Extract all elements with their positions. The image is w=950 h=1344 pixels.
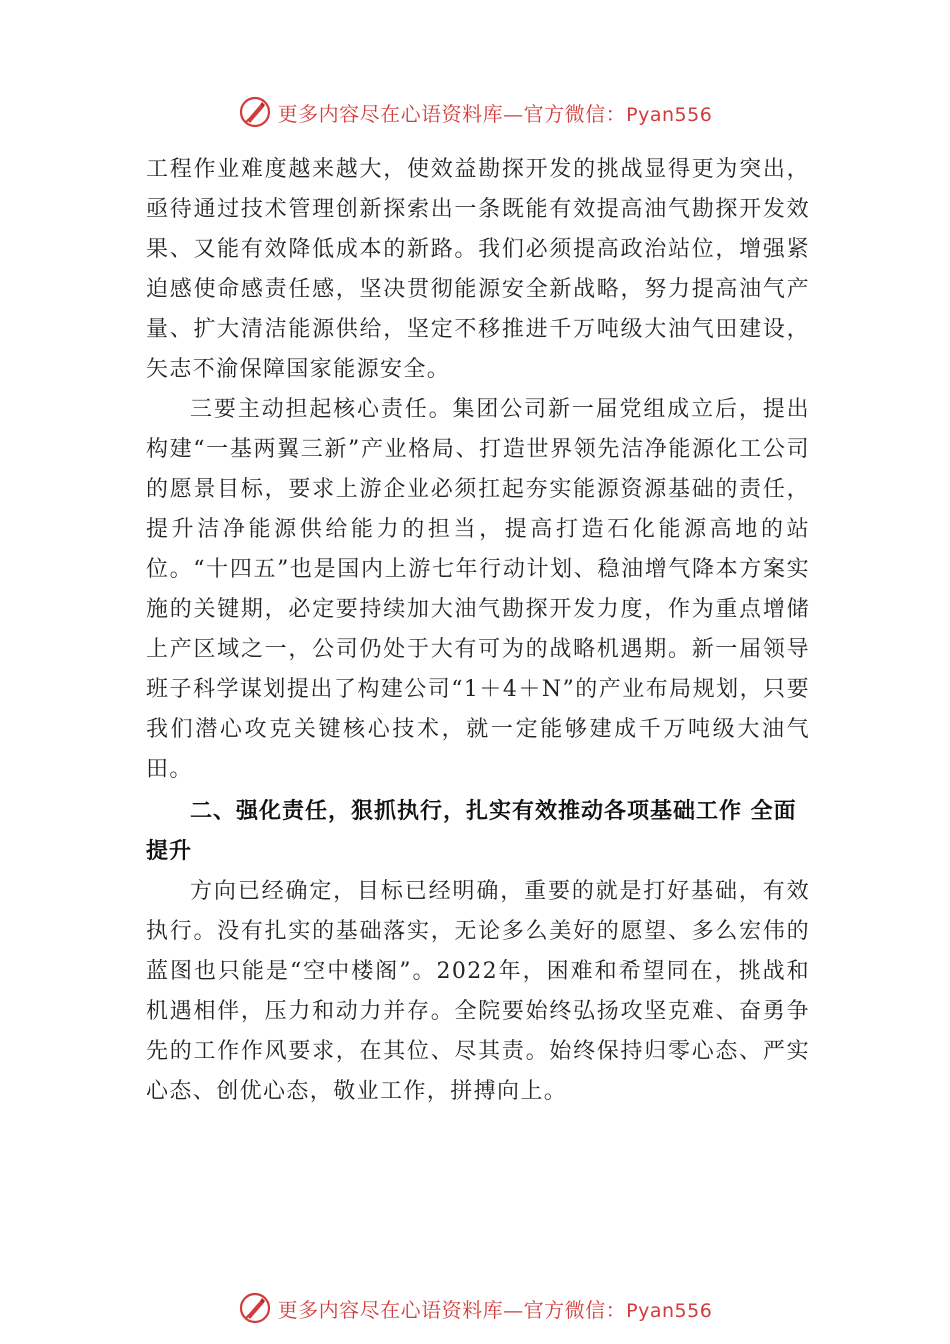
wechat-id: Pyan556: [626, 1299, 713, 1322]
paragraph-continued: 工程作业难度越来越大，使效益勘探开发的挑战显得更为突出，亟待通过技术管理创新探索出一条既能有效提高油气勘探开发效果、又能有效降低成本的新路。我们必须提高政治站位，增强紧迫感使命感责任感，坚决贯彻能源安全新战略，努力提高油气产量、扩大清洁能源供给，坚定不移推进千万吨级大油气田建设，矢志不渝保障国家能源安全。: [146, 157, 810, 382]
watermark-label: 更多内容尽在心语资料库—官方微信：: [277, 1297, 627, 1322]
footer-watermark: [0, 1288, 950, 1328]
document-body: [146, 150, 810, 1112]
pen-seal-logo-icon: [238, 95, 272, 129]
wechat-id: Pyan556: [626, 103, 713, 126]
paragraph-core-responsibility: 三要主动担起核心责任。集团公司新一届党组成立后，提出构建“一基两翼三新”产业格局、打造世界领先洁净能源化工公司的愿景目标，要求上游企业必须扛起夯实能源资源基础的责任，提升洁净能源供给能力的担当，提高打造石化能源高地的站位。“十四五”也是国内上游七年行动计划、稳油增气降本方案实施的关键期，必定要持续加大油气勘探开发力度，作为重点增储上产区域之一，公司仍处于大有可为的战略机遇期。新一届领导班子科学谋划提出了构建公司“1＋4＋N”的产业布局规划，只要我们潜心攻克关键核心技术，就一定能够建成千万吨级大油气田。: [146, 397, 810, 782]
watermark-text: [278, 98, 713, 127]
pen-seal-logo-icon: [238, 1291, 272, 1325]
watermark-label: 更多内容尽在心语资料库—官方微信：: [277, 101, 627, 126]
paragraph-foundation-work: 方向已经确定，目标已经明确，重要的就是打好基础，有效执行。没有扎实的基础落实，无论多么美好的愿望、多么宏伟的蓝图也只能是“空中楼阁”。2022年，困难和希望同在，挑战和机遇相伴，压力和动力并存。全院要始终弘扬攻坚克难、奋勇争先的工作作风要求，在其位、尽其责。始终保持归零心态、严实心态、创优心态，敬业工作，拼搏向上。: [146, 879, 810, 1104]
section-heading: 二、强化责任，狠抓执行，扎实有效推动各项基础工作 全面提升: [146, 799, 797, 864]
header-watermark: [0, 92, 950, 132]
watermark-text: [278, 1294, 713, 1323]
